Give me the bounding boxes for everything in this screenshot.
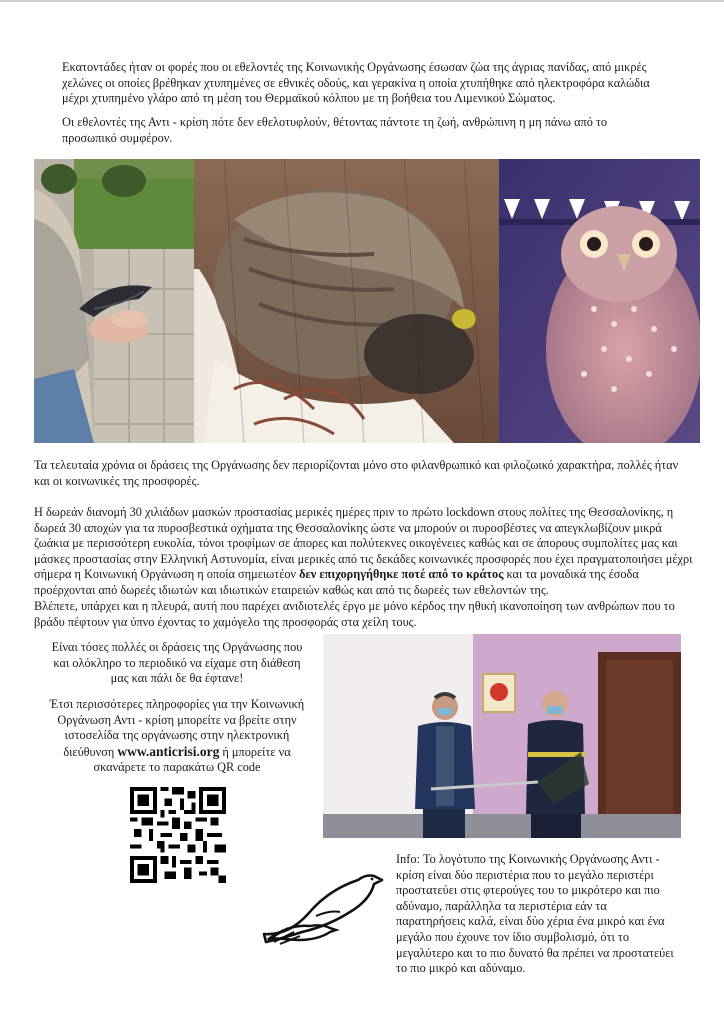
- paragraph-logo-info: Info: Το λογότυπο της Κοινωνικής Οργάνωσης Αντι - κρίση είναι δύο περιστέρια που το μεγάλο περιστέρι προστατεύει στις φτερούγες του το μικρότερο και πιο αδύναμο, παράλληλα τα περιστέρια εάν τα παρατηρήσεις καλά, είναι δύο χέρια ένα μικρό και ένα μεγάλο που έχουνε τον ίδιο συμβολισμό, ότι το μεγαλύτερο και το πιο δυνατό θα πρέπει να προστατεύει το πιο μικρό και αδύναμο.: [396, 852, 674, 976]
- more-info-text-end: ή μπορείτε να σκανάρετε το παρακάτω QR code: [93, 744, 291, 775]
- no-state-funding: δεν επιχορηγήθηκε ποτέ από το κράτος: [299, 567, 504, 582]
- doves-logo: [258, 866, 386, 946]
- more-info-text-start: Έτσι περισσότερες πληροφορίες για την Κοινωνική Οργάνωση Αντι - κρίση μπορείτε να βρείτε στην ιστοσελίδα της οργάνωσης στην ηλεκτρονική διεύθυνση: [49, 697, 305, 759]
- qr-code-graphic: [130, 787, 226, 883]
- donation-photo-graphic: [323, 634, 681, 838]
- photo-owl: [499, 159, 700, 443]
- photo-pigeon: [194, 159, 499, 443]
- paragraph-selfless-work: Βλέπετε, υπάρχει και η πλευρά, αυτή που παρέχει ανιδιοτελές έργο με μόνο κέρδος την ηθική ικανοποίηση των ανθρώπων που το βράδυ πέφτουν για ύπνο έχοντας το χαμόγελο της προσφοράς στα χείλη τους.: [34, 599, 675, 629]
- offerings-text-start: Η δωρεάν διανομή 30 χιλιάδων μασκών προστασίας μερικές ημέρες πριν το πρώτο lockdown στους πολίτες της Θεσσαλονίκης, η δωρεά 30 αποχών για τα πυροσβεστικά οχήματα της Θεσσαλονίκης ώστε να μπορούν οι πυροσβέστες να απεγκλωβίζουν μικρά ζωάκια με περισσότερη ευκολία, τόνοι τροφίμων σε άπορες και πολύτεκνες οικογένειες καθώς και σε άπορους συμπολίτες μας και μάσκες προστασίας στην Ελληνική Αστυνομία, είναι μερικές από τις δεκάδες κοινωνικές προσφορές που έχει πραγματοποιήσει μέχρι σήμερα η Κοινωνική Οργάνωση η οποία σημειωτέον: [34, 505, 693, 582]
- website-link[interactable]: www.anticrisi.org: [117, 743, 220, 759]
- qr-code[interactable]: [130, 787, 226, 883]
- donation-photo: [323, 634, 681, 838]
- animal-photos: [34, 159, 700, 443]
- top-divider: [0, 0, 724, 2]
- paragraph-recent-actions: Τα τελευταία χρόνια οι δράσεις της Οργάνωσης δεν περιορίζονται μόνο στο φιλανθρωπικό και φιλοζωικό χαρακτήρα, πολλές ήταν και οι κοινωνικές της προσφορές.: [34, 458, 679, 488]
- doves-logo-graphic: [258, 866, 386, 946]
- paragraph-more-info: [48, 697, 306, 776]
- paragraph-social-offerings: [34, 505, 694, 599]
- offerings-text-end: και τα μοναδικά της έσοδα προέρχονται από δωρεές ιδιωτών και ιδιωτικών εταιρειών καθώς και από τις δωρεές των εθελοντών της.: [34, 567, 639, 597]
- paragraph-wildlife-rescues: Εκατοντάδες ήταν οι φορές που οι εθελοντές της Κοινωνικής Οργάνωσης έσωσαν ζώα της άγριας πανίδας, από μικρές χελώνες οι οποίες βρέθηκαν χτυπημένες σε εθνικές οδούς, και γερακίνα η οποία χτυπήθηκε από ηλεκτροφόρα καλώδια μέχρι χτυπημένο γλάρο από τη μέση του Θερμαϊκού κόλπου με τη βοήθεια του Λιμενικού Σώματος.: [62, 60, 650, 106]
- animal-photo-strip: [34, 159, 700, 443]
- paragraph-volunteers: Οι εθελοντές της Αντι - κρίση πότε δεν εθελοτυφλούν, θέτοντας πάντοτε τη ζωή, ανθρώπινη η μη πάνω από το προσωπικό συμφέρον.: [62, 115, 608, 145]
- paragraph-many-actions: Είναι τόσες πολλές οι δράσεις της Οργάνωσης που και ολόκληρο το περιοδικό να είχαμε στη διάθεση μας και πάλι δε θα έφτανε!: [51, 640, 303, 686]
- photo-swallow-in-hand: [34, 159, 194, 443]
